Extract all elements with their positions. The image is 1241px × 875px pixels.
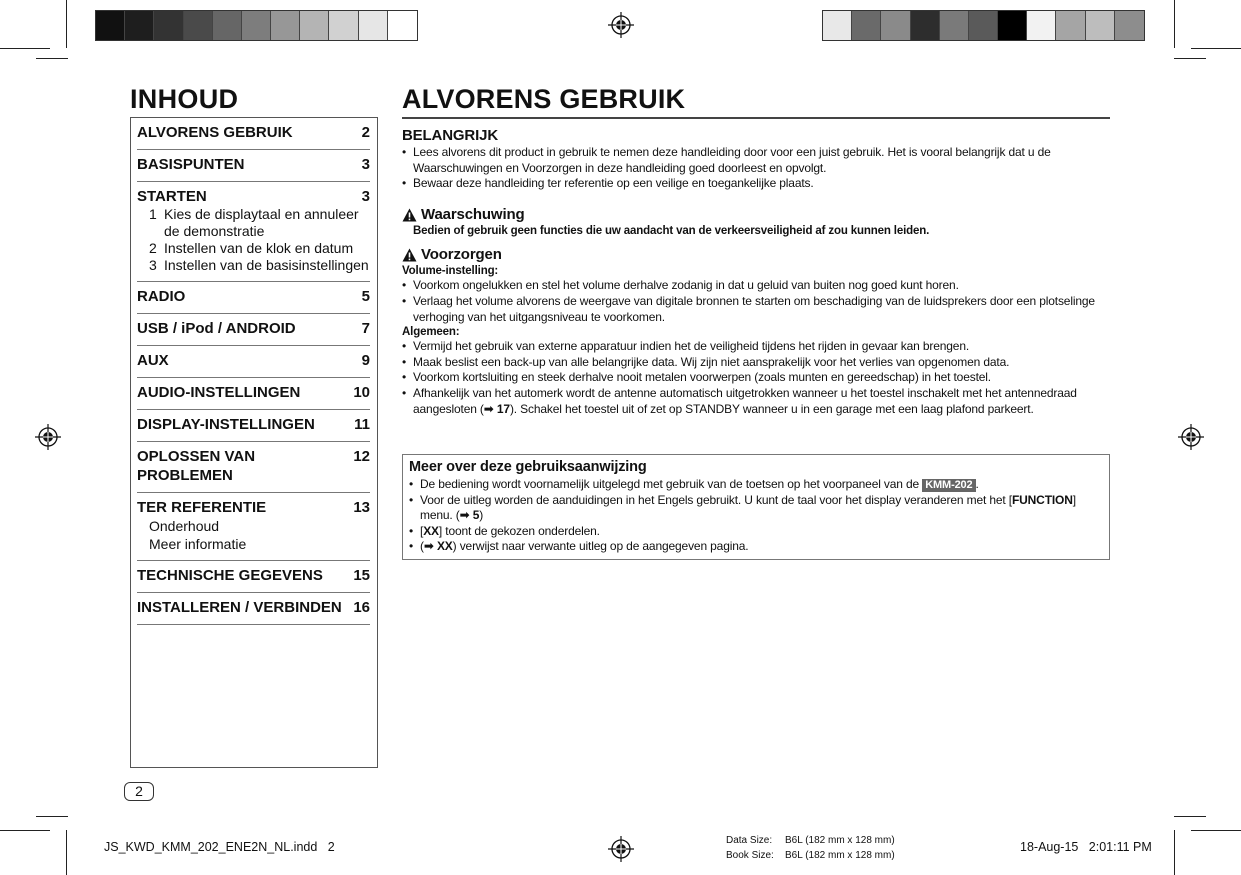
page-title: ALVORENS GEBRUIK — [402, 84, 686, 114]
toc-entry[interactable] — [137, 442, 370, 493]
registration-mark-left-icon — [35, 424, 61, 450]
list-item — [409, 524, 1103, 540]
color-swatch — [940, 11, 969, 40]
color-swatch — [271, 11, 300, 40]
list-item: • Vermijd het gebruik van externe apparatuur indien het de veiligheid tijdens het rijden in gevaar kan brengen. — [402, 339, 1110, 355]
toc-entry[interactable] — [137, 150, 370, 182]
toc-entry-label: USB / iPod / ANDROID — [137, 320, 296, 337]
title-divider — [402, 117, 1110, 119]
key-label: XX — [423, 523, 439, 538]
toc-entry[interactable] — [137, 282, 370, 314]
list-item: • Verlaag het volume alvorens de weergave van digitale bronnen te starten om beschadiging van de luidsprekers door een plotselinge verhoging van het uitgangsniveau te voorkomen. — [402, 294, 1110, 325]
info-box-heading: Meer over deze gebruiksaanwijzing — [409, 459, 647, 475]
toc-entry-page: 16 — [353, 599, 370, 616]
list-item: • Maak beslist een back-up van alle belangrijke data. Wij zijn niet aansprakelijk voor het verlies van opgenomen data. — [402, 355, 1110, 371]
color-swatch — [1115, 11, 1144, 40]
registration-mark-right-icon — [1178, 424, 1204, 450]
toc-entry[interactable] — [137, 118, 370, 150]
toc-entry-label: STARTEN — [137, 188, 207, 205]
footer-timestamp: 18-Aug-15 2:01:11 PM — [1020, 840, 1152, 854]
text-span: ). Schakel het toestel uit of zet op STANDBY wanneer u in een garage met een laag plafond parkeert. — [509, 401, 1034, 416]
color-swatch — [213, 11, 242, 40]
volume-subheading: Volume-instelling: — [402, 265, 499, 278]
registration-mark-bottom-icon — [608, 836, 634, 862]
color-swatch-bar-right — [822, 10, 1145, 41]
color-swatch — [388, 11, 417, 40]
toc-subentry-num: 1 — [149, 206, 157, 222]
text-span: ) — [479, 508, 484, 523]
text-span: ( — [420, 539, 424, 554]
color-swatch — [184, 11, 213, 40]
text-span: [ — [420, 523, 424, 538]
color-swatch — [96, 11, 125, 40]
color-swatch — [823, 11, 852, 40]
color-swatch — [1027, 11, 1056, 40]
caution-heading-text: Voorzorgen — [421, 246, 502, 264]
text-span: ] menu. ( — [420, 492, 1076, 523]
toc-entry-label: AUDIO-INSTELLINGEN — [137, 384, 301, 401]
toc-subentry-num: 2 — [149, 240, 157, 256]
toc-subentry-text: Instellen van de basisinstellingen — [164, 257, 369, 273]
registration-mark-top-icon — [608, 12, 634, 38]
toc-entry-page: 2 — [361, 124, 370, 141]
list-item — [409, 539, 1103, 555]
key-label: XX — [436, 539, 453, 554]
main-content — [402, 127, 1110, 417]
toc-entry-page: 9 — [361, 352, 370, 369]
list-item — [402, 386, 1110, 417]
color-swatch — [998, 11, 1027, 40]
warning-text: Bedien of gebruik geen functies die uw aandacht van de verkeersveiligheid af zou kunnen leiden. — [413, 224, 930, 237]
toc-subentry-text: Kies de displaytaal en annuleer de demonstratie — [164, 206, 359, 239]
text-span: . — [975, 477, 979, 491]
toc-title: INHOUD — [130, 84, 239, 114]
toc-entry-label: BASISPUNTEN — [137, 156, 245, 173]
model-badge: KMM-202 — [922, 479, 975, 492]
page-reference-link[interactable]: 17 — [496, 401, 510, 416]
warning-heading-text: Waarschuwing — [421, 205, 525, 223]
list-item: • Voorkom ongelukken en stel het volume derhalve zodanig in dat u geluid van buiten nog goed kunt horen. — [402, 278, 1110, 294]
footer-filename: JS_KWD_KMM_202_ENE2N_NL.indd 2 — [104, 840, 335, 854]
caution-heading — [402, 246, 1110, 264]
toc-entry-label: DISPLAY-INSTELLINGEN — [137, 416, 315, 433]
toc-entry-label: ALVORENS GEBRUIK — [137, 124, 293, 141]
toc-entry-page: 15 — [353, 567, 370, 584]
list-item — [409, 477, 1103, 493]
footer-book-size-label: Book Size: — [726, 850, 774, 861]
color-swatch — [242, 11, 271, 40]
volume-list — [402, 278, 1110, 325]
list-item: • Voorkom kortsluiting en steek derhalve nooit metalen voorwerpen (zoals munten en gereedschap) in het toestel. — [402, 370, 1110, 386]
toc-entry-label: OPLOSSEN VAN PROBLEMEN — [137, 448, 256, 484]
toc-entry[interactable] — [137, 561, 370, 593]
toc-subentry-num: 3 — [149, 257, 157, 273]
color-swatch — [154, 11, 183, 40]
toc-entry[interactable] — [137, 182, 370, 282]
text-span: Voor de uitleg worden de aanduidingen in het Engels gebruikt. U kunt de taal voor het display veranderen met het [ — [420, 492, 1012, 507]
general-list — [402, 339, 1110, 417]
color-swatch-bar-left — [95, 10, 418, 41]
toc-subentry[interactable] — [137, 240, 370, 257]
toc-entry-label: AUX — [137, 352, 169, 369]
toc-subentry[interactable]: Onderhoud — [149, 518, 220, 534]
list-item: • Lees alvorens dit product in gebruik te nemen deze handleiding door voor een juist gebruik. Het is vooral belangrijk dat u de Waarschuwingen en Voorzorgen in deze handleiding goed doorleest en opvolgt. — [402, 145, 1110, 176]
toc-entry-page: 12 — [353, 448, 370, 465]
list-item — [409, 493, 1103, 524]
info-list — [409, 477, 1103, 555]
toc-entry[interactable] — [137, 410, 370, 442]
color-swatch — [1056, 11, 1085, 40]
toc-entry-label: TER REFERENTIE — [137, 499, 267, 516]
warning-heading — [402, 206, 1110, 224]
toc-entry-page: 3 — [361, 188, 370, 205]
key-label: FUNCTION — [1011, 492, 1073, 507]
arrow-right-icon: ➡ — [423, 539, 434, 554]
important-list — [402, 145, 1110, 192]
color-swatch — [125, 11, 154, 40]
toc-entry-label: INSTALLEREN / VERBINDEN — [137, 599, 342, 616]
toc-subentry[interactable] — [137, 257, 370, 274]
color-swatch — [1086, 11, 1115, 40]
toc-subentry[interactable]: Meer informatie — [149, 536, 247, 552]
toc-entry[interactable] — [137, 378, 370, 410]
footer-book-size-value: B6L (182 mm x 128 mm) — [785, 850, 895, 861]
page-number: 2 — [124, 782, 154, 801]
toc-entry-label: TECHNISCHE GEGEVENS — [137, 567, 323, 584]
toc-entry-page: 5 — [361, 288, 370, 305]
toc-box — [130, 117, 378, 768]
toc-subentry-text: Instellen van de klok en datum — [164, 240, 354, 256]
info-box — [402, 454, 1110, 560]
color-swatch — [911, 11, 940, 40]
toc-entry[interactable] — [137, 493, 370, 561]
general-subheading: Algemeen: — [402, 326, 460, 339]
toc-entry-page: 10 — [353, 384, 370, 401]
color-swatch — [969, 11, 998, 40]
toc-entry[interactable] — [137, 346, 370, 378]
list-item: • Bewaar deze handleiding ter referentie op een veilige en toegankelijke plaats. — [402, 176, 1110, 192]
toc-entry[interactable] — [137, 593, 370, 625]
toc-entry-page: 13 — [353, 499, 370, 516]
color-swatch — [300, 11, 329, 40]
color-swatch — [359, 11, 388, 40]
toc-entry-page: 3 — [361, 156, 370, 173]
text-span: ] toont de gekozen onderdelen. — [438, 523, 600, 538]
text-span: De bediening wordt voornamelijk uitgelegd met gebruik van de toetsen op het voorpaneel van de — [420, 477, 920, 491]
toc-entry[interactable] — [137, 314, 370, 346]
arrow-right-icon: ➡ — [459, 508, 470, 523]
footer-data-size-label: Data Size: — [726, 835, 773, 846]
toc-entry-page: 7 — [361, 320, 370, 337]
color-swatch — [881, 11, 910, 40]
color-swatch — [852, 11, 881, 40]
page-reference-link[interactable]: 5 — [472, 508, 480, 523]
text-span: Afhankelijk van het automerk wordt de antenne automatisch uitgetrokken wanneer u het toestel inschakelt met het antennedraad aangesloten ( — [413, 385, 1077, 416]
footer-data-size-value: B6L (182 mm x 128 mm) — [785, 835, 895, 846]
important-heading: BELANGRIJK — [402, 127, 499, 144]
toc-subentry[interactable] — [137, 206, 370, 240]
warning-triangle-icon — [402, 208, 417, 222]
arrow-right-icon: ➡ — [483, 401, 494, 416]
color-swatch — [329, 11, 358, 40]
caution-triangle-icon — [402, 248, 417, 262]
toc-entry-label: RADIO — [137, 288, 186, 305]
toc-entry-page: 11 — [354, 416, 370, 433]
text-span: ) verwijst naar verwante uitleg op de aangegeven pagina. — [452, 539, 749, 554]
